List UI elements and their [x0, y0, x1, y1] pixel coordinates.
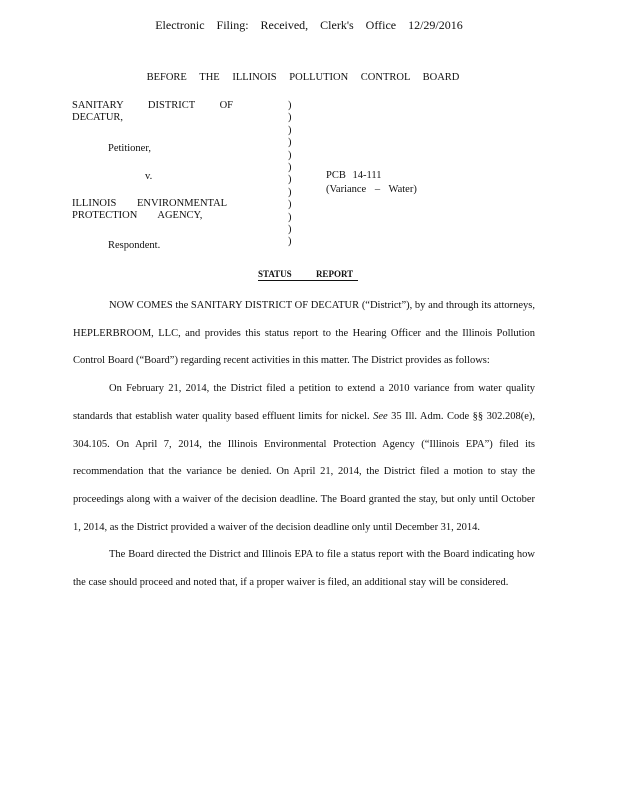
respondent-name-line1: ILLINOIS ENVIRONMENTAL — [72, 198, 228, 209]
document-body — [73, 292, 535, 597]
board-title: BEFORE THE ILLINOIS POLLUTION CONTROL BOARD — [146, 72, 460, 83]
heading-word-status: STATUS — [258, 269, 292, 279]
petitioner-name-line1: SANITARY DISTRICT OF — [72, 100, 234, 111]
caption-parentheses — [288, 100, 292, 249]
paren: ) — [288, 236, 292, 248]
paren: ) — [288, 137, 292, 149]
heading-word-report: REPORT — [315, 269, 354, 279]
paren: ) — [288, 161, 292, 173]
document-heading — [258, 269, 358, 281]
paren: ) — [288, 199, 292, 211]
parties-block — [72, 100, 282, 252]
paren: ) — [288, 186, 292, 198]
paragraph-board-direction: The Board directed the District and Illinois EPA to file a status report with the Board indicating how the case should proceed and noted that, if a proper waiver is filed, an additional stay will be considered. — [73, 549, 535, 589]
paren: ) — [288, 174, 292, 186]
paren: ) — [288, 149, 292, 161]
paren: ) — [288, 124, 292, 136]
paragraph-procedural-history-part1: On February 21, 2014, the District filed a petition to extend a 2010 variance from water quality standards that establish water quality based effluent limits for nickel. — [73, 383, 535, 422]
paragraph-introduction: NOW COMES the SANITARY DISTRICT OF DECATUR (“District”), by and through its attorneys, HEPLERBROOM, LLC, and provides this status report to the Hearing Officer and the Illinois Pollution Control Board (“Board”) regarding recent activities in this matter. The District provides as follows: — [73, 300, 535, 367]
citation-signal: See — [373, 410, 388, 422]
case-type: (Variance – Water) — [326, 184, 417, 195]
paren: ) — [288, 112, 292, 124]
paren: ) — [288, 223, 292, 235]
respondent-name-line2: PROTECTION AGENCY, — [72, 210, 203, 221]
respondent-role: Respondent. — [108, 240, 161, 251]
paragraph-procedural-history — [73, 375, 535, 541]
petitioner-role: Petitioner, — [108, 143, 152, 154]
paragraph-procedural-history-part2: 35 Ill. Adm. Code §§ 302.208(e), 304.105. On April 7, 2014, the Illinois Environmental Protection Agency (“Illinois EPA”) filed its recommendation that the variance be denied. On April 21, 2014, the District filed a motion to stay the proceedings along with a waiver of the decision deadline. The Board granted the stay, but only until October 1, 2014, as the District provided a waiver of the decision deadline only until December 31, 2014. — [73, 410, 536, 533]
filing-stamp-header: Electronic Filing: Received, Clerk's Office 12/29/2016 — [155, 18, 463, 32]
versus-label: v. — [145, 171, 153, 182]
petitioner-name-line2: DECATUR, — [72, 112, 124, 123]
case-caption — [0, 100, 618, 252]
paren: ) — [288, 211, 292, 223]
case-number: PCB 14-111 — [326, 170, 382, 181]
paren: ) — [288, 100, 292, 111]
